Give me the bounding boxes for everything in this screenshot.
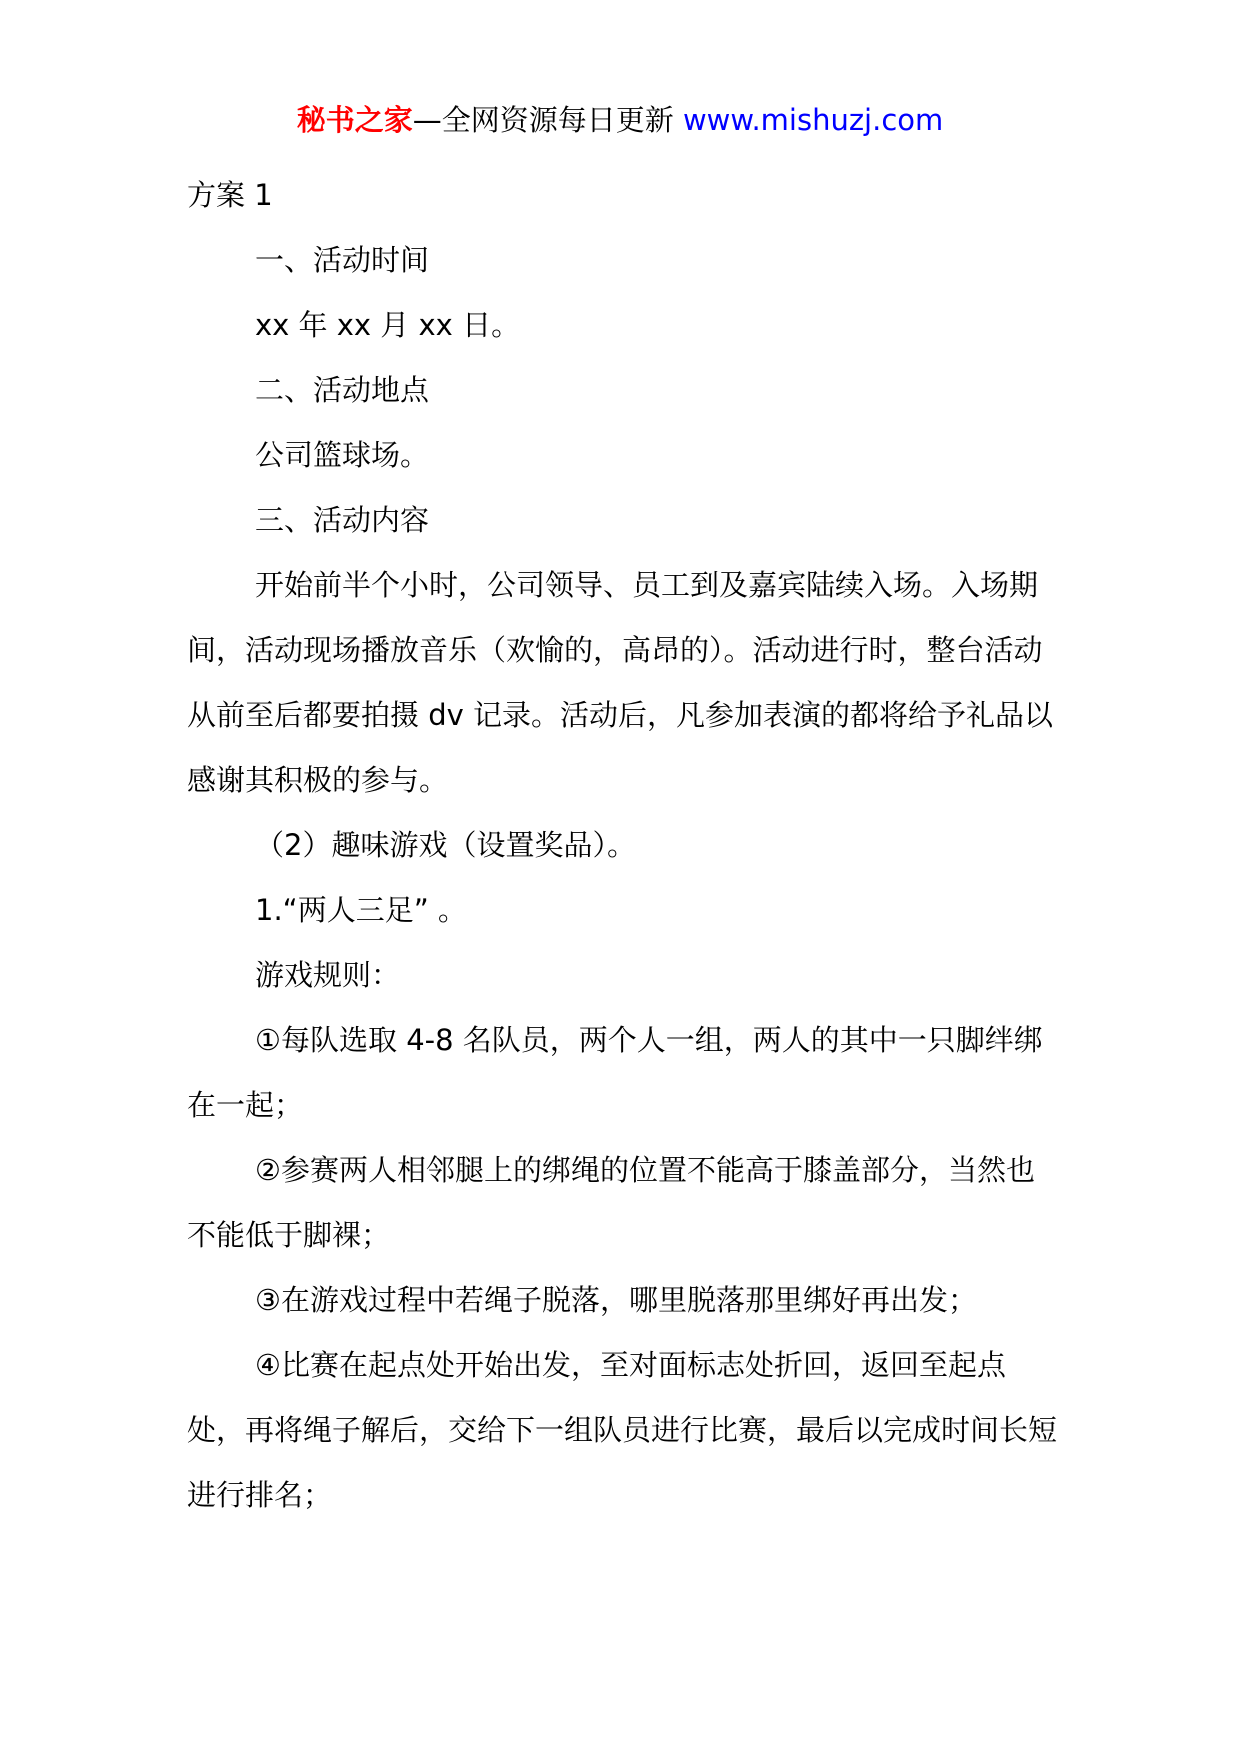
document-body: [187, 163, 1057, 1528]
document-title: 方案 1: [187, 178, 273, 212]
brand-name: 秘书之家: [296, 103, 413, 137]
subsection-heading-games: （2）趣味游戏（设置奖品）。: [255, 828, 636, 862]
content-paragraph: 开始前半个小时，公司领导、员工到及嘉宾陆续入场。入场期间，活动现场播放音乐（欢愉的，高昂的）。活动进行时，整台活动从前至后都要拍摄 dv 记录。活动后，凡参加表演的都将给予礼品以感谢其积极的参与。: [187, 568, 1054, 797]
site-header: [0, 100, 1240, 140]
game-title: 1.“两人三足” 。: [255, 893, 467, 927]
rules-label: 游戏规则：: [255, 958, 401, 992]
header-tagline: —全网资源每日更新: [412, 103, 674, 137]
section-heading-time: 一、活动时间: [255, 243, 430, 277]
section-text-time: xx 年 xx 月 xx 日。: [255, 308, 521, 342]
section-heading-location: 二、活动地点: [255, 373, 430, 407]
rule-item-4: ④比赛在起点处开始出发，至对面标志处折回，返回至起点处，再将绳子解后，交给下一组队员进行比赛，最后以完成时间长短进行排名；: [187, 1348, 1058, 1512]
section-text-location: 公司篮球场。: [255, 438, 430, 472]
rule-item-1: ①每队选取 4-8 名队员，两个人一组，两人的其中一只脚绊绑在一起；: [187, 1023, 1043, 1122]
site-url-link[interactable]: www.mishuzj.com: [682, 103, 944, 137]
rule-item-2: ②参赛两人相邻腿上的绑绳的位置不能高于膝盖部分，当然也不能低于脚裸；: [187, 1153, 1035, 1252]
section-heading-content: 三、活动内容: [255, 503, 430, 537]
rule-item-3: ③在游戏过程中若绳子脱落，哪里脱落那里绑好再出发；: [255, 1283, 977, 1317]
